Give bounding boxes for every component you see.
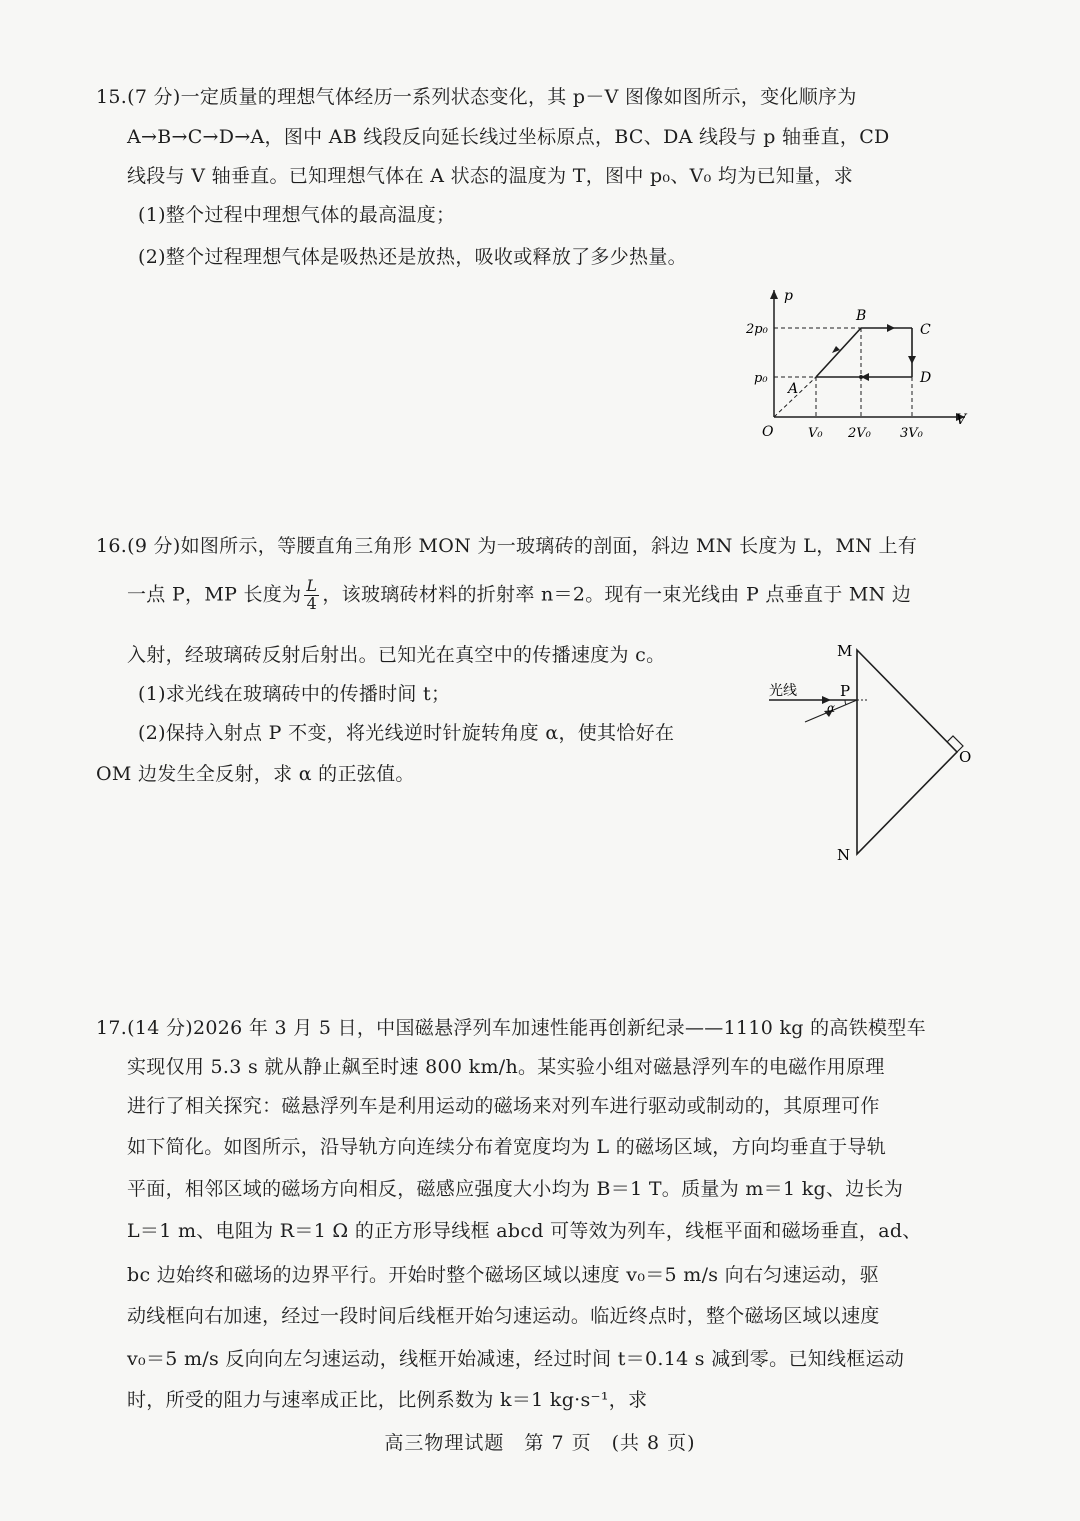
page-footer: 高三物理试题 第 7 页 (共 8 页) xyxy=(384,1432,696,1454)
point-b-label: B xyxy=(856,308,867,324)
q17-line-10: 时，所受的阻力与速率成正比，比例系数为 k＝1 kg·s⁻¹，求 xyxy=(127,1389,648,1411)
segment-ab xyxy=(816,328,861,377)
tick-2v0: 2V₀ xyxy=(848,426,871,441)
label-m: M xyxy=(837,642,853,660)
point-c-label: C xyxy=(920,322,931,338)
q16-line-6: OM 边发生全反射，求 α 的正弦值。 xyxy=(96,763,415,785)
q16-subquestion-2: (2)保持入射点 P 不变，将光线逆时针旋转角度 α，使其恰好在 xyxy=(138,722,675,744)
alpha-label: α xyxy=(827,701,836,715)
q17-line-5: 平面，相邻区域的磁场方向相反，磁感应强度大小均为 B＝1 T。质量为 m＝1 kg、边长为 xyxy=(127,1178,904,1200)
label-n: N xyxy=(837,846,851,864)
ray-label: 光线 xyxy=(769,683,797,699)
tick-2p0: 2p₀ xyxy=(746,322,768,337)
origin-label: O xyxy=(762,424,774,440)
q17-line-3: 进行了相关探究：磁悬浮列车是利用运动的磁场来对列车进行驱动或制动的，其原理可作 xyxy=(127,1095,880,1117)
glass-prism-figure xyxy=(765,638,995,868)
tick-3v0: 3V₀ xyxy=(900,426,923,441)
q17-line-2: 实现仅用 5.3 s 就从静止飙至时速 800 km/h。某实验小组对磁悬浮列车的电磁作用原理 xyxy=(127,1056,885,1078)
pv-graph xyxy=(740,282,980,452)
q16-line-3: 入射，经玻璃砖反射后射出。已知光在真空中的传播速度为 c。 xyxy=(127,644,666,666)
q17-line-1: 17.(14 分)2026 年 3 月 5 日，中国磁悬浮列车加速性能再创新纪录——1110 kg 的高铁模型车 xyxy=(96,1017,926,1039)
q17-line-4: 如下简化。如图所示，沿导轨方向连续分布着宽度均为 L 的磁场区域，方向均垂直于导轨 xyxy=(127,1136,886,1158)
q15-line-1: 15.(7 分)一定质量的理想气体经历一系列状态变化，其 p－V 图像如图所示，变化顺序为 xyxy=(96,86,857,108)
q16-subquestion-1: (1)求光线在玻璃砖中的传播时间 t； xyxy=(138,683,451,705)
point-a-label: A xyxy=(788,381,799,397)
q17-line-8: 动线框向右加速，经过一段时间后线框开始匀速运动。临近终点时，整个磁场区域以速度 xyxy=(127,1305,880,1327)
label-o: O xyxy=(959,748,972,766)
q16-line-2-pre: 一点 P，MP 长度为 xyxy=(127,583,302,606)
q16-line-2-post: ，该玻璃砖材料的折射率 n＝2。现有一束光线由 P 点垂直于 MN 边 xyxy=(322,583,912,606)
q17-line-9: v₀＝5 m/s 反向向左匀速运动，线框开始减速，经过时间 t＝0.14 s 减到零。已知线框运动 xyxy=(127,1348,905,1370)
fraction-l-over-4: $\frac{L}{4}$ xyxy=(306,576,318,613)
q17-line-6: L＝1 m、电阻为 R＝1 Ω 的正方形导线框 abcd 可等效为列车，线框平面和磁场垂直，ad、 xyxy=(127,1220,922,1242)
triangle-mon xyxy=(857,650,957,854)
tick-v0: V₀ xyxy=(808,426,823,441)
q17-line-7: bc 边始终和磁场的边界平行。开始时整个磁场区域以速度 v₀＝5 m/s 向右匀速运动，驱 xyxy=(127,1264,880,1286)
q15-line-3: 线段与 V 轴垂直。已知理想气体在 A 状态的温度为 T，图中 p₀、V₀ 均为已知量，求 xyxy=(127,165,854,187)
q15-line-2: A→B→C→D→A，图中 AB 线段反向延长线过坐标原点，BC、DA 线段与 p 轴垂直，CD xyxy=(127,126,890,148)
q16-line-1: 16.(9 分)如图所示，等腰直角三角形 MON 为一玻璃砖的剖面，斜边 MN 长度为 L，MN 上有 xyxy=(96,535,918,557)
p-axis-label: p xyxy=(784,288,793,304)
q15-subquestion-1: (1)整个过程中理想气体的最高温度； xyxy=(138,204,456,226)
v-axis-label: V xyxy=(956,412,967,428)
q16-line-2 xyxy=(127,578,911,613)
point-d-label: D xyxy=(920,370,932,386)
tick-p0: p₀ xyxy=(754,371,768,386)
q15-subquestion-2: (2)整个过程理想气体是吸热还是放热，吸收或释放了多少热量。 xyxy=(138,246,687,268)
label-p: P xyxy=(840,682,851,700)
